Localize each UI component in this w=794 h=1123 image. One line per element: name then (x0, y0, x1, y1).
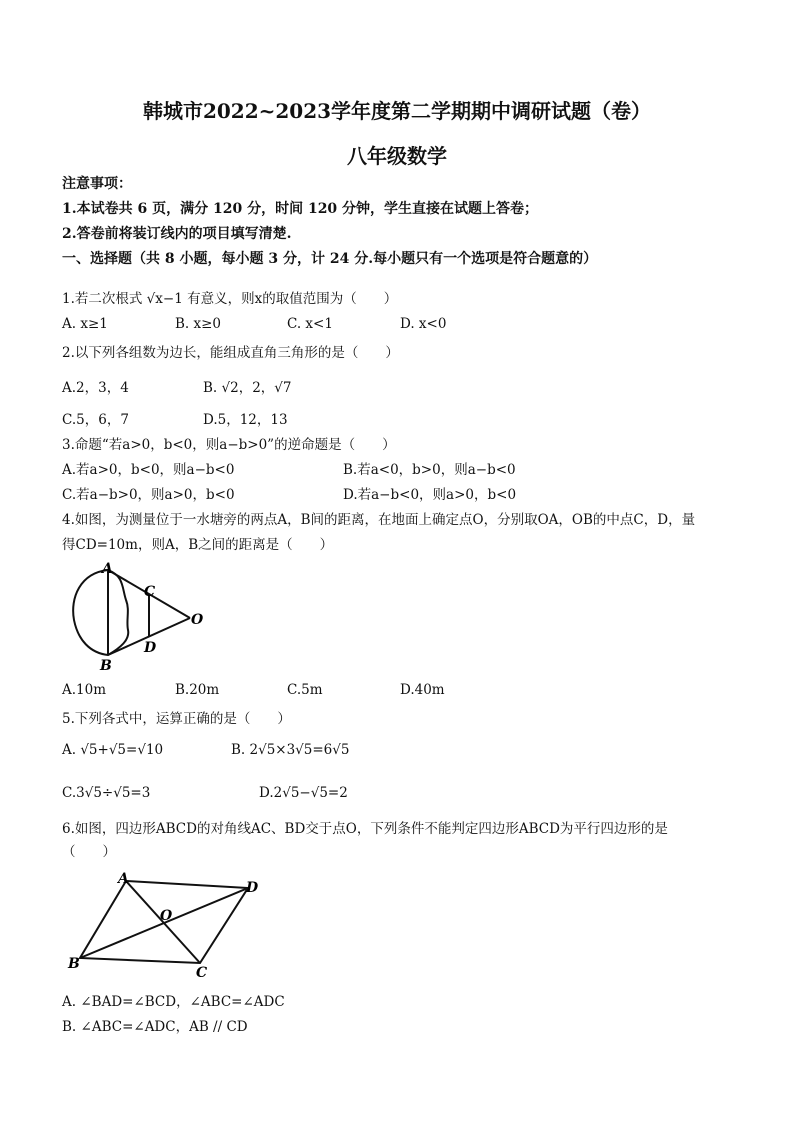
label-d: D (246, 880, 259, 896)
question-6-option-b: B. ∠ABC=∠ADC，AB // CD (62, 1019, 248, 1035)
section-heading: 一、选择题（共 8 小题，每小题 3 分，计 24 分.每小题只有一个选项是符合题意的） (62, 251, 598, 267)
label-o: O (160, 908, 173, 924)
note-item-1: 1.本试卷共 6 页，满分 120 分，时间 120 分钟，学生直接在试题上答卷； (62, 201, 539, 217)
question-5-option-d: D.2√5−√5=2 (259, 785, 348, 801)
question-1-option-b: B. x≥0 (175, 316, 222, 332)
question-1-option-a: A. x≥1 (62, 316, 108, 332)
question-2-stem: 2.以下列各组数为边长，能组成直角三角形的是（ ） (62, 345, 399, 361)
question-3-option-c: C.若a−b>0，则a>0，b<0 (62, 487, 235, 503)
question-4-stem-line-2: 得CD=10m，则A，B之间的距离是（ ） (62, 537, 334, 553)
question-1-stem: 1.若二次根式 √x−1 有意义，则x的取值范围为（ ） (62, 291, 398, 307)
question-4-option-c: C.5m (287, 682, 323, 698)
question-1-option-c: C. x<1 (287, 316, 333, 332)
question-4-option-d: D.40m (400, 682, 445, 698)
question-4-stem-line-1: 4.如图，为测量位于一水塘旁的两点A，B间的距离，在地面上确定点O，分别取OA，OB的中点C，D，量 (62, 512, 696, 528)
question-3-stem: 3.命题“若a>0，b<0，则a−b>0”的逆命题是（ ） (62, 437, 396, 453)
question-6-stem-line-1: 6.如图，四边形ABCD的对角线AC、BD交于点O，下列条件不能判定四边形ABCD为平行四边形的是 (62, 821, 668, 837)
question-1-option-d: D. x<0 (400, 316, 447, 332)
question-4-option-b: B.20m (175, 682, 220, 698)
label-a: A (118, 871, 129, 887)
label-b: B (100, 658, 112, 673)
question-5-option-c: C.3√5÷√5=3 (62, 785, 151, 801)
question-6-option-a: A. ∠BAD=∠BCD，∠ABC=∠ADC (62, 994, 285, 1010)
question-6-figure (60, 866, 280, 984)
question-2-option-b: B. √2，2，√7 (203, 380, 292, 396)
pond-outline (73, 570, 128, 655)
question-2-option-d: D.5，12，13 (203, 412, 288, 428)
question-5-option-b: B. 2√5×3√5=6√5 (231, 742, 350, 758)
label-c: C (144, 584, 156, 600)
question-2-option-c: C.5，6，7 (62, 412, 129, 428)
page-title: 韩城市2022~2023学年度第二学期期中调研试题（卷） (142, 99, 652, 123)
page-subtitle: 八年级数学 (347, 144, 447, 168)
question-6-stem-line-2: （ ） (62, 844, 116, 860)
question-3-option-d: D.若a−b<0，则a>0，b<0 (343, 487, 517, 503)
label-o: O (191, 612, 204, 628)
question-2-option-a: A.2，3，4 (62, 380, 129, 396)
label-a: A (102, 561, 113, 577)
question-3-option-b: B.若a<0，b>0，则a−b<0 (343, 462, 516, 478)
question-3-option-a: A.若a>0，b<0，则a−b<0 (62, 462, 235, 478)
notes-heading: 注意事项： (62, 176, 132, 192)
label-b: B (68, 956, 80, 972)
question-4-option-a: A.10m (62, 682, 107, 698)
note-item-2: 2.答卷前将装订线内的项目填写清楚. (62, 226, 292, 242)
label-c: C (196, 965, 208, 981)
question-5-option-a: A. √5+√5=√10 (62, 742, 164, 758)
question-5-stem: 5.下列各式中，运算正确的是（ ） (62, 711, 291, 727)
question-4-figure (60, 558, 220, 673)
label-d: D (144, 640, 157, 656)
